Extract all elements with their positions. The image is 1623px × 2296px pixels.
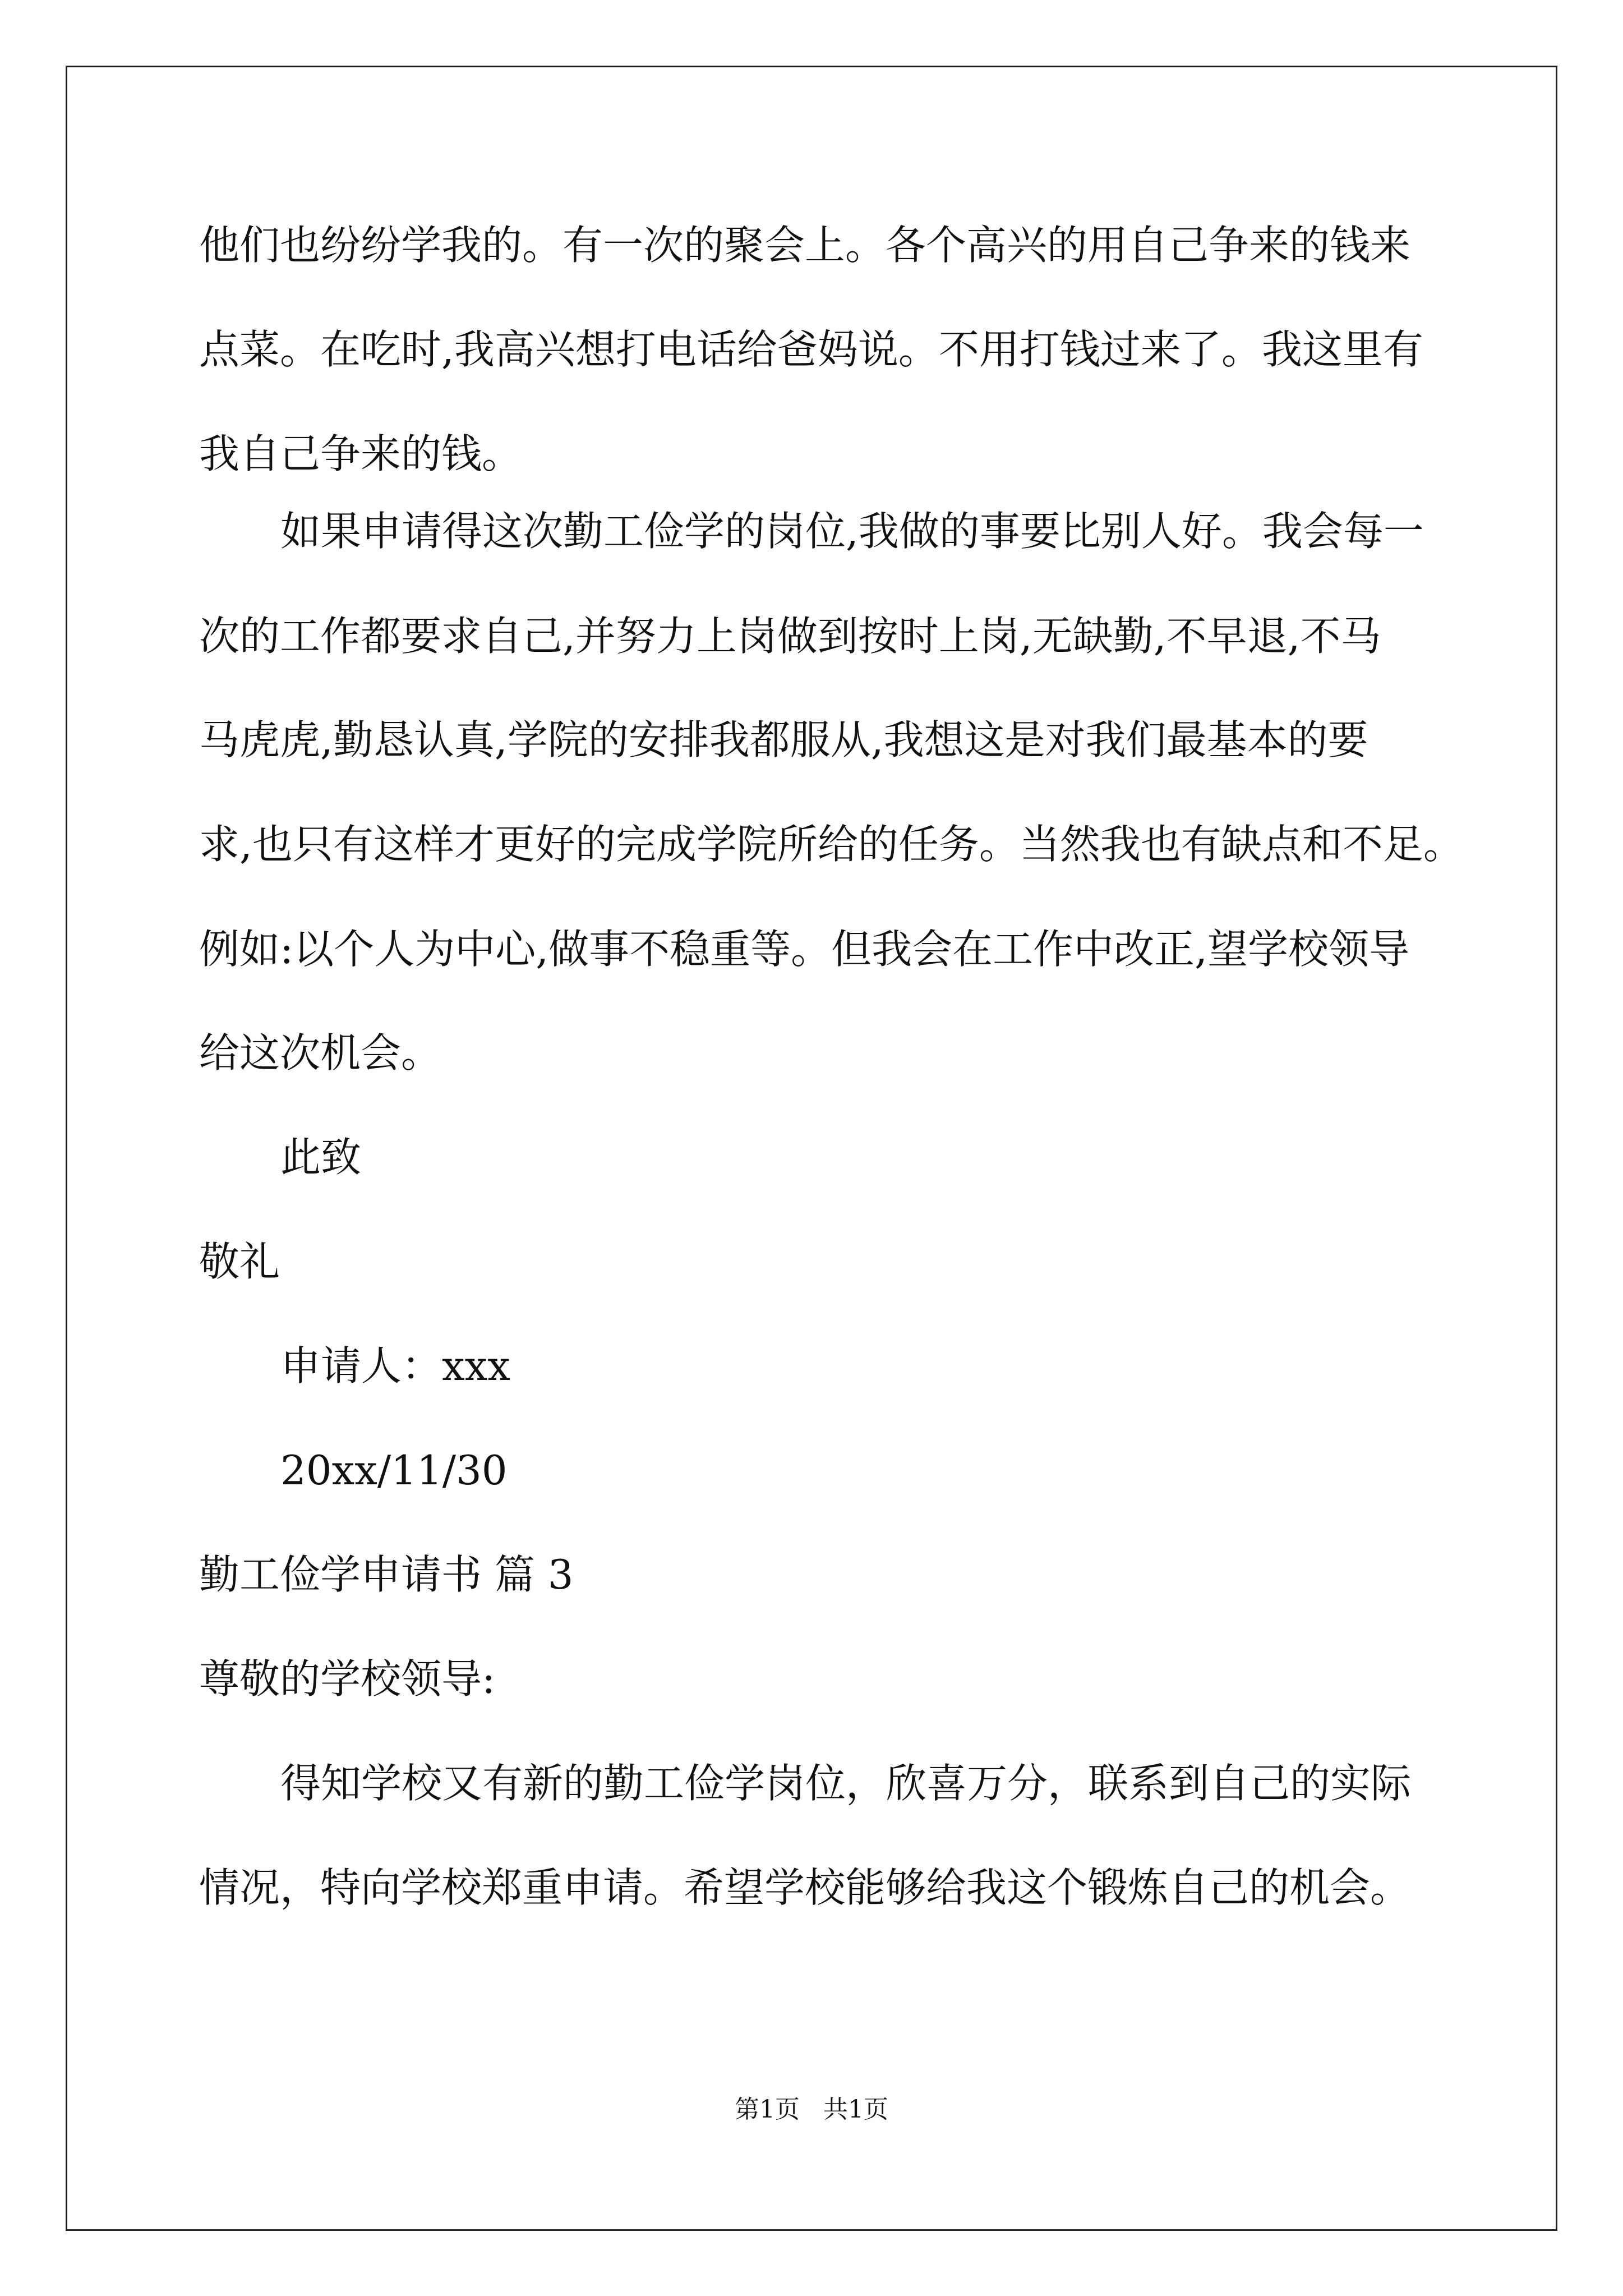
body-line-5: 次的工作都要求自己,并努力上岗做到按时上岗,无缺勤,不早退,不马 bbox=[199, 613, 1381, 660]
letter-greeting: 尊敬的学校领导: bbox=[199, 1655, 496, 1703]
body-line-2: 点菜。在吃时,我高兴想打电话给爸妈说。不用打钱过来了。我这里有 bbox=[199, 326, 1423, 373]
body-line-3: 我自己争来的钱。 bbox=[199, 430, 523, 477]
body-line-6: 马虎虎,勤恳认真,学院的安排我都服从,我想这是对我们最基本的要 bbox=[199, 716, 1368, 763]
applicant-signature: 申请人：xxx bbox=[280, 1342, 510, 1389]
body-line-10: 得知学校又有新的勤工俭学岗位，欣喜万分，联系到自己的实际 bbox=[280, 1760, 1412, 1807]
body-line-1: 他们也纷纷学我的。有一次的聚会上。各个高兴的用自己争来的钱来 bbox=[199, 222, 1411, 269]
body-line-7: 求,也只有这样才更好的完成学院所给的任务。当然我也有缺点和不足。 bbox=[199, 821, 1464, 868]
body-line-4: 如果申请得这次勤工俭学的岗位,我做的事要比别人好。我会每一 bbox=[280, 508, 1424, 555]
closing-regards: 敬礼 bbox=[199, 1238, 280, 1285]
closing-salutation: 此致 bbox=[280, 1134, 362, 1181]
body-line-8: 例如:以个人为中心,做事不稳重等。但我会在工作中改正,望学校领导 bbox=[199, 926, 1410, 973]
body-line-11: 情况，特向学校郑重申请。希望学校能够给我这个锻炼自己的机会。 bbox=[199, 1864, 1411, 1911]
section-heading: 勤工俭学申请书 篇 3 bbox=[199, 1551, 574, 1598]
body-line-9: 给这次机会。 bbox=[199, 1029, 442, 1076]
page-number-footer: 第1页 共1页 bbox=[735, 2095, 888, 2124]
signature-date: 20xx/11/30 bbox=[280, 1447, 508, 1494]
